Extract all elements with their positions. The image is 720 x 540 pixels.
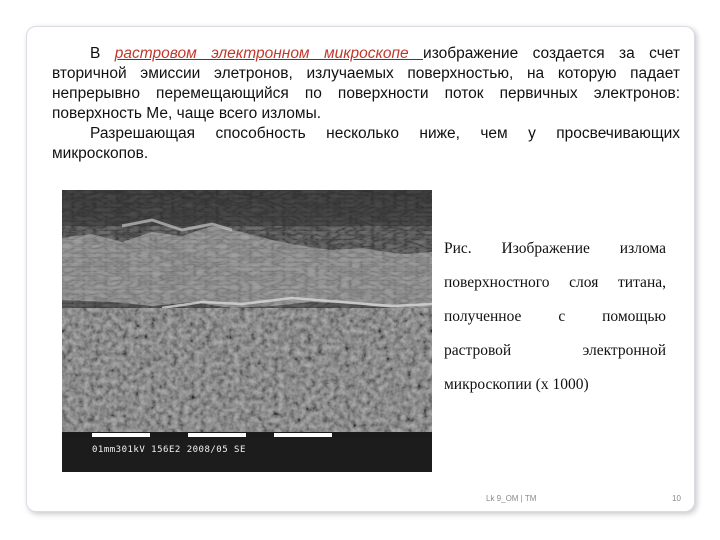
sem-info-text: 01mm301kV 156E2 2008/05 SE <box>92 445 246 455</box>
caption-line-4: растровой электронной <box>444 342 666 359</box>
paragraph-1 <box>52 44 680 124</box>
caption-line-3: полученное с помощью <box>444 308 666 325</box>
page-number: 10 <box>672 494 681 503</box>
sem-link[interactable]: растровом электронном микроскопе <box>114 45 424 62</box>
paragraph-2: Разрешающая способность несколько ниже, чем у просвечивающих микроскопов. <box>52 125 680 162</box>
caption-line-5: микроскопии (х 1000) <box>444 376 589 393</box>
body-text <box>52 44 680 164</box>
paragraph-1-suffix: изображение создается за счет вторичной эмиссии элетронов, излучаемых поверхностью, на которую падает непрерывно перемещающийся по поверхности поток первичных электронов: поверхность Ме, чаще всего изломы. <box>52 45 681 122</box>
sem-micrograph <box>62 190 432 472</box>
figure-caption <box>444 232 666 402</box>
paragraph-1-prefix: В <box>90 45 115 62</box>
caption-line-2: поверхностного слоя титана, <box>444 274 666 291</box>
caption-line-1: Рис. Изображение излома <box>444 240 666 257</box>
footer-label: Lk 9_OM | TM <box>486 494 537 503</box>
sem-fracture-image <box>62 190 432 472</box>
